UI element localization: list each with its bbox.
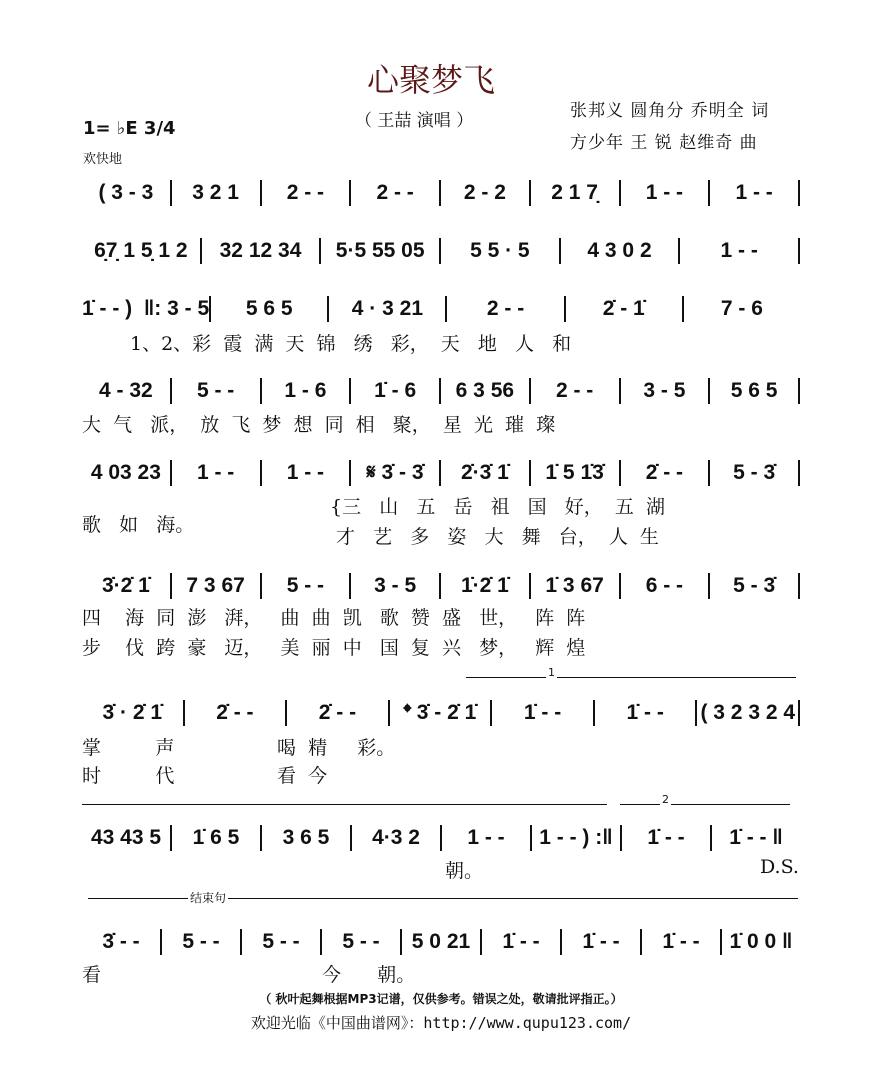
measure: 1̇ - - xyxy=(647,826,685,849)
measure: 5 6 5 xyxy=(730,379,778,402)
lyrics-line: 掌 声 喝 精 彩。 xyxy=(82,737,396,759)
measure: 6 - - xyxy=(645,574,684,597)
measure: 5 5 · 5 xyxy=(470,239,530,262)
coda-bracket xyxy=(88,891,798,905)
tempo-marking: 欢快地 xyxy=(83,152,123,167)
measure: 1̇ - - ‖ xyxy=(729,826,783,849)
measure: 3̇ - - xyxy=(102,930,140,953)
lyrics-line: 朝。 xyxy=(445,860,484,882)
bar-line xyxy=(798,238,800,264)
notation-row xyxy=(82,294,800,324)
measure: 1̇ - 6 xyxy=(374,379,417,402)
bar-line xyxy=(798,573,800,599)
measure: 4·3 2 xyxy=(372,826,420,849)
coda-label: 结束句 xyxy=(190,891,227,905)
measure: 4 - 32 xyxy=(99,379,153,402)
notation-row xyxy=(82,927,800,957)
measure: 5 - - xyxy=(182,930,220,953)
measure: 2 - - xyxy=(376,181,414,204)
website-credit: 欢迎光临《中国曲谱网》：http://www.qupu123.com/ xyxy=(250,1014,632,1032)
transcription-note: （ 秋叶起舞根据MP3记谱，仅供参考。错误之处，敬请批评指正。） xyxy=(259,992,623,1006)
composer: 方少年 王 锐 赵维奇 曲 xyxy=(570,133,758,153)
measure: 𝄌 3̇ - 2̇ 1̇ xyxy=(403,701,477,724)
measure: 1 - - xyxy=(467,826,505,849)
notation-row xyxy=(82,571,800,601)
measure: 1 - - xyxy=(720,239,758,262)
measure: 2 - - xyxy=(486,297,525,320)
ending-number: 1 xyxy=(548,666,555,679)
notation-row xyxy=(82,458,800,488)
measure: 2̇ - - xyxy=(216,701,254,724)
notation-row xyxy=(82,376,800,406)
measure: 5 - - xyxy=(342,930,380,953)
measure: 5·5 55 05 xyxy=(335,239,425,262)
measure: 7 - 6 xyxy=(720,297,763,320)
measure: 1̇ 0 0 ‖ xyxy=(729,930,793,953)
measure: 1̇ - - xyxy=(502,930,540,953)
lyrics-line: 1、2、彩 霞 满 天 锦 绣 彩， 天 地 人 和 xyxy=(130,333,572,355)
measure: 1 - 6 xyxy=(284,379,327,402)
measure: 3 - 5 xyxy=(374,574,417,597)
lyrics-line: {三 山 五 岳 祖 国 好， 五 湖 xyxy=(330,496,665,518)
measure: 43 43 5 xyxy=(90,826,162,849)
lyrics-line: 大 气 派， 放 飞 梦 想 同 相 聚， 星 光 璀 璨 xyxy=(82,414,556,436)
bar-line xyxy=(798,180,800,206)
measure: 1̇ 3 67 xyxy=(545,574,604,597)
measure: 1 - - xyxy=(286,461,325,484)
notation-row xyxy=(82,823,800,853)
key-signature: 1= ♭E 3/4 xyxy=(83,118,176,139)
notation-row xyxy=(82,236,800,266)
measure: 2 - 2 xyxy=(463,181,506,204)
measure: 5 - 3̇ xyxy=(733,461,776,484)
measure: 1̇ - - xyxy=(662,930,700,953)
measure: 1̇ 6 5 xyxy=(192,826,240,849)
song-title-text: 心聚梦飞 xyxy=(366,61,495,99)
measure: 5 - - xyxy=(286,574,325,597)
lyrics-line: 今 朝。 xyxy=(322,964,416,986)
measure: 5 - - xyxy=(262,930,300,953)
bar-line xyxy=(798,700,800,726)
measure: ( 3 - 3 xyxy=(98,181,154,204)
measure: 5 6 5 xyxy=(245,297,293,320)
measure: 7 3 67 xyxy=(186,574,245,597)
measure: 3 2 1 xyxy=(192,181,239,204)
measure: ( 3 2 3 2 4 xyxy=(700,701,796,724)
measure: 4 03 23 xyxy=(90,461,161,484)
notation-row xyxy=(82,698,800,728)
ending-number: 2 xyxy=(662,793,669,806)
first-ending-bracket-continued xyxy=(82,804,607,805)
lyrics-line: 步 伐 跨 豪 迈， 美 丽 中 国 复 兴 梦， 辉 煌 xyxy=(82,637,586,659)
measure: 3̇ · 2̇ 1̇ xyxy=(102,701,163,724)
measure: 32 12 34 xyxy=(219,239,302,262)
lyrics-line: 时 代 看 今 xyxy=(82,765,328,787)
measure: 6 3 56 xyxy=(455,379,515,402)
lyrics-line: 才 艺 多 姿 大 舞 台， 人 生 xyxy=(330,526,659,548)
measure: 𝄋 3̇ - 3̇ xyxy=(366,461,424,484)
measure: 1̇ 5 1̇3̇ xyxy=(545,461,604,484)
measure: 1̇·2̇ 1̇ xyxy=(460,574,509,597)
measure: 3̇·2̇ 1̇ xyxy=(101,574,150,597)
lyricist: 张邦义 圆角分 乔明全 词 xyxy=(570,101,770,121)
measure: 2 - - xyxy=(555,379,594,402)
measure: 4 3 0 2 xyxy=(587,239,652,262)
measure: 1 - - xyxy=(196,461,235,484)
measure: 1 - - ) :‖ xyxy=(539,826,613,849)
measure: 4 · 3 21 xyxy=(351,297,423,320)
measure: 2̇ - 1̇ xyxy=(602,297,645,320)
notation-row xyxy=(82,178,800,208)
first-ending-bracket xyxy=(466,666,796,679)
measure: 1̇ - - xyxy=(523,701,562,724)
measure: 3 6 5 xyxy=(282,826,330,849)
lyrics-line: 四 海 同 澎 湃， 曲 曲 凯 歌 赞 盛 世， 阵 阵 xyxy=(82,607,586,629)
measure: 2 - - xyxy=(286,181,325,204)
lyrics-line: 看 xyxy=(82,964,102,986)
measure: 2̇·3̇ 1̇ xyxy=(460,461,509,484)
ds-marking: D.S. xyxy=(760,856,799,878)
bar-line xyxy=(798,460,800,486)
measure: 1̇ - - xyxy=(582,930,620,953)
measure: 1̇ - - xyxy=(626,701,664,724)
measure: 1 - - xyxy=(735,181,773,204)
measure: 6̣7̣ 1 5̣ 1 2 xyxy=(94,239,188,262)
measure: 2 1 7̣ xyxy=(551,181,598,204)
lyrics-line: 歌 如 海。 xyxy=(82,514,195,536)
measure: 5 0 21 xyxy=(411,930,471,953)
measure: 2̇ - - xyxy=(318,701,357,724)
bar-line xyxy=(798,378,800,404)
measure: 5 - - xyxy=(196,379,235,402)
measure: 1̇ - - ) ‖: 3 - 5 xyxy=(82,297,210,320)
singer: （ 王喆 演唱 ） xyxy=(355,111,474,131)
measure: 3 - 5 xyxy=(643,379,686,402)
measure: 2̇ - - xyxy=(645,461,684,484)
measure: 1 - - xyxy=(645,181,684,204)
measure: 5 - 3̇ xyxy=(733,574,776,597)
song-title xyxy=(0,55,882,101)
second-ending-bracket xyxy=(620,793,790,806)
